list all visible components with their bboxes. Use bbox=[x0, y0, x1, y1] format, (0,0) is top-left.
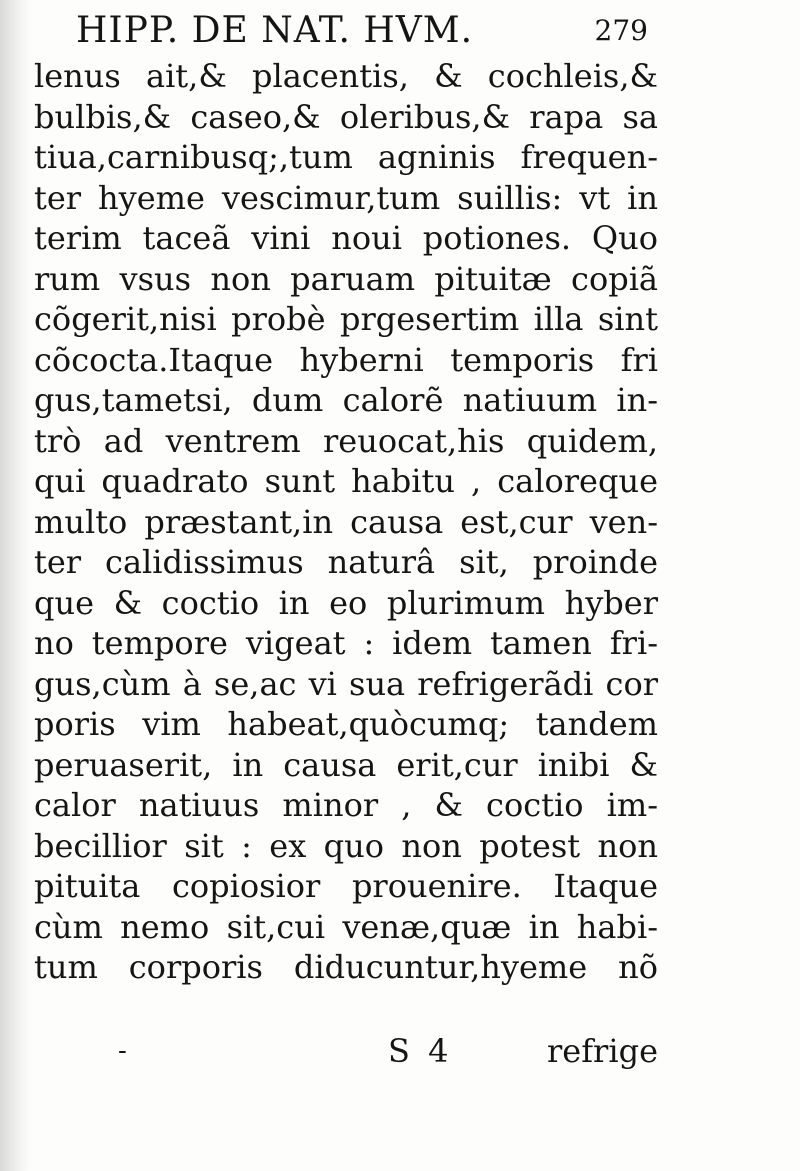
text-block bbox=[34, 56, 658, 988]
catchword: refrige bbox=[546, 1032, 658, 1070]
text-line: ter hyeme vescimur,tum suillis: vt in bbox=[34, 178, 658, 217]
text-line: poris vim habeat,quòcumq; tandem bbox=[34, 705, 658, 743]
text-line: multo præstant,in causa est,cur ven- bbox=[34, 502, 658, 541]
page-number: 279 bbox=[594, 14, 648, 47]
text-line: pituita copiosior prouenire. Itaque bbox=[34, 867, 658, 905]
text-line: bulbis,& caseo,& oleribus,& rapa sa bbox=[34, 97, 658, 136]
text-line: trò ad ventrem reuocat,his quidem, bbox=[34, 421, 658, 460]
gutter-shadow bbox=[0, 0, 30, 1171]
running-head: HIPP. DE NAT. HVM. bbox=[76, 10, 474, 51]
text-line: peruaserit, in causa erit,cur inibi & bbox=[34, 745, 658, 784]
page-header bbox=[76, 10, 656, 54]
text-line: gus,cùm à se,ac vi sua refrigerãdi cor bbox=[34, 664, 658, 703]
text-line: no tempore vigeat : idem tamen fri- bbox=[34, 624, 658, 662]
text-line: tiua,carnibusq;,tum agninis frequen- bbox=[34, 138, 658, 176]
text-line: terim taceã vini noui potiones. Quo bbox=[34, 219, 658, 257]
text-line: ter calidissimus naturâ sit, proinde bbox=[34, 543, 658, 581]
text-line: rum vsus non paruam pituitæ copiã bbox=[34, 259, 658, 298]
text-line: que & coctio in eo plurimum hyber bbox=[34, 583, 658, 622]
text-line: cùm nemo sit,cui venæ,quæ in habi- bbox=[34, 907, 658, 946]
text-line: gus,tametsi, dum calorẽ natiuum in- bbox=[34, 381, 658, 419]
text-line: cõcocta.Itaque hyberni temporis fri bbox=[34, 340, 658, 379]
page-footer bbox=[34, 1028, 658, 1074]
signature-mark: S 4 bbox=[388, 1032, 453, 1070]
text-line: qui quadrato sunt habitu , caloreque bbox=[34, 462, 658, 500]
footer-dash: - bbox=[118, 1036, 127, 1066]
text-line: becillior sit : ex quo non potest non bbox=[34, 826, 658, 865]
text-line: cõgerit,nisi probè prgesertim illa sint bbox=[34, 300, 658, 338]
text-line: calor natiuus minor , & coctio im- bbox=[34, 786, 658, 824]
text-line: lenus ait,& placentis, & cochleis,& bbox=[34, 57, 658, 95]
text-line: tum corporis diducuntur,hyeme nõ bbox=[34, 948, 658, 986]
